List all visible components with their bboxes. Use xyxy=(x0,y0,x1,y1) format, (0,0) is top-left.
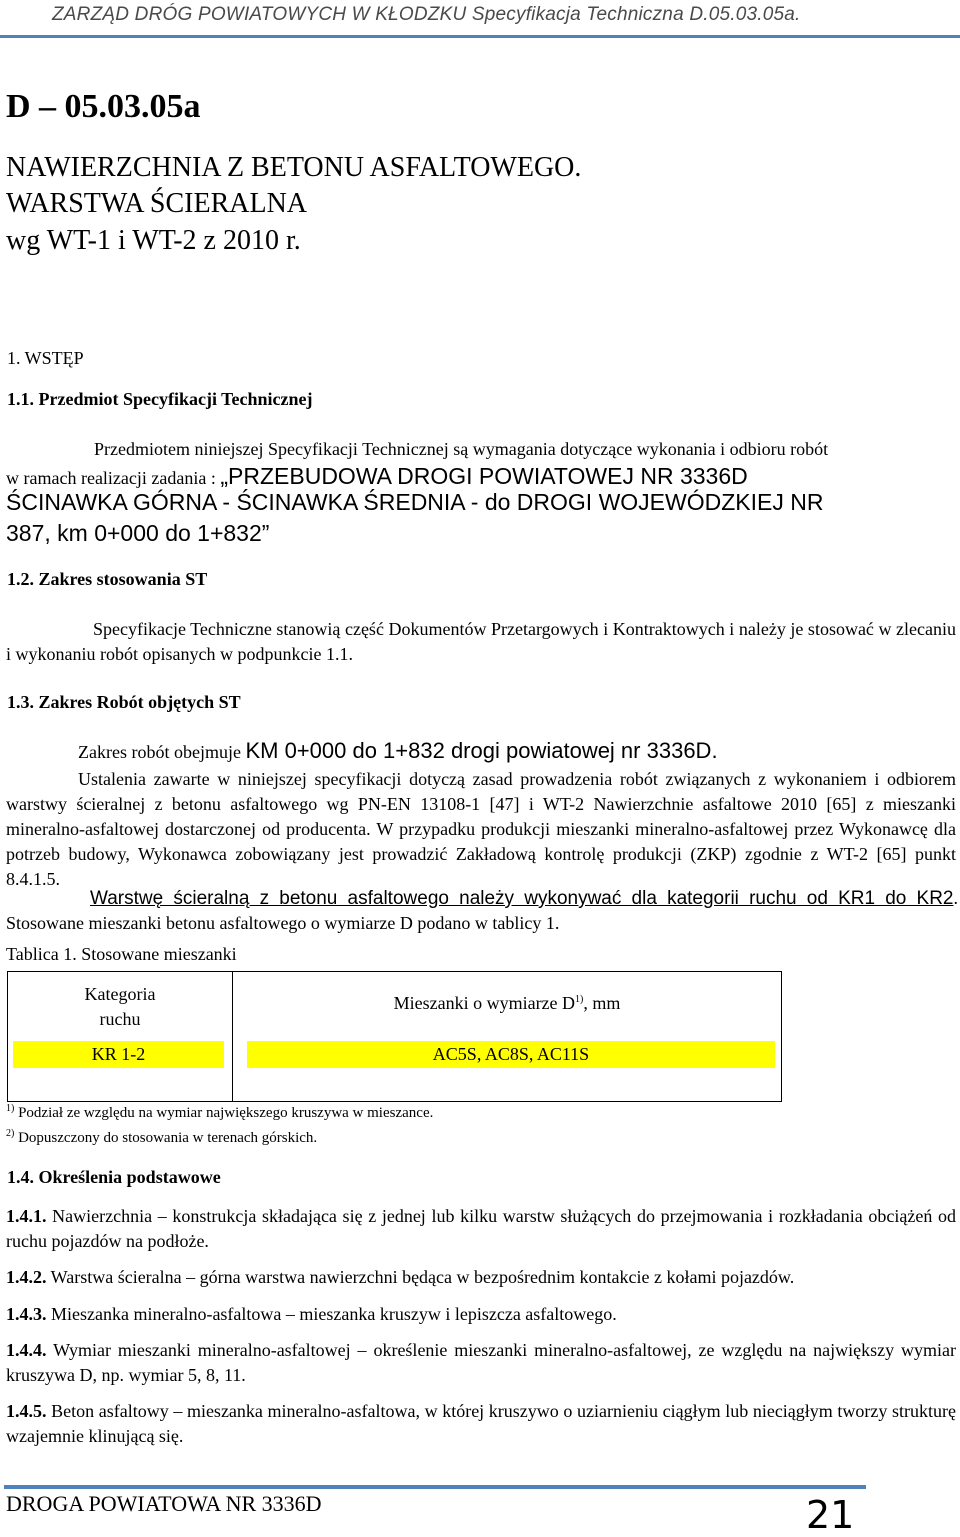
footnote-2: $^{2)}$ Dopuszczony do stosowania w terenach górskich. xyxy=(6,1128,318,1146)
table-header-mixes: Mieszanki o wymiarze $D^{1)}$, mm xyxy=(393,993,621,1013)
category-underlined: Warstwę ścieralną z betonu asfaltowego należy wykonywać dla kategorii ruchu od KR1 do KR2 xyxy=(90,888,954,909)
definition-1-4-2: 1.4.2. Warstwa ścieralna – górna warstwa nawierzchni będąca w bezpośrednim kontakcie z kołami pojazdów. xyxy=(6,1267,795,1287)
section-1-1-line1: Przedmiotem niniejszej Specyfikacji Technicznej są wymagania dotyczące wykonania i odbioru robót xyxy=(94,439,829,459)
page-number: 21 xyxy=(806,1493,855,1537)
table-header-category: Kategoria ruchu xyxy=(84,984,156,1029)
section-1-3-paragraph: Ustalenia zawarte w niniejszej specyfikacji dotyczą zasad prowadzenia robót związanych z wykonaniem i odbiorem warstwy ścieralnej z betonu asfaltowego wg PN-EN 13108-1 [47] i WT-2 Nawierzchnie asfaltowe 2010 [65] z mieszanki mineralno-asfaltowej dostarczonej od producenta. W przypadku produkcji mieszanki mineralno-asfaltowej przez Wykonawcę dla potrzeb budowy, Wykonawca zobowiązany jest prowadzić Zakładową kontrolę produkcji (ZKP) zgodnie z WT-2 [65] punkt 8.4.1.5. xyxy=(6,769,956,889)
task-name-line1: „PRZEBUDOWA DROGI POWIATOWEJ NR 3336D xyxy=(220,463,748,489)
running-header: ZARZĄD DRÓG POWIATOWYCH W KŁODZKU Specyfikacja Techniczna D.05.03.05a. xyxy=(52,4,801,25)
scope-line xyxy=(78,738,718,765)
document-title-line1: NAWIERZCHNIA Z BETONU ASFALTOWEGO. xyxy=(6,152,582,183)
task-name-line2: ŚCINAWKA GÓRNA - ŚCINAWKA ŚREDNIA - do DROGI WOJEWÓDZKIEJ NR xyxy=(6,489,824,515)
definition-1-4-3: 1.4.3. Mieszanka mineralno-asfaltowa – mieszanka kruszyw i lepiszcza asfaltowego. xyxy=(6,1304,617,1324)
section-1-heading: 1. WSTĘP xyxy=(7,348,84,368)
category-paragraph xyxy=(6,886,958,936)
section-1-1-heading: 1.1. Przedmiot Specyfikacji Technicznej xyxy=(7,389,313,409)
definition-1-4-5: 1.4.5. Beton asfaltowy – mieszanka mineralno-asfaltowa, w której kruszywo o uziarnieniu ciągłym lub nieciągłym tworzy strukturę wzajemnie klinującą się. xyxy=(6,1401,956,1446)
scope-prefix: Zakres robót obejmuje xyxy=(78,742,246,762)
footnote-1: $^{1)}$ Podział ze względu na wymiar największego kruszywa w mieszance. xyxy=(6,1103,434,1121)
table-caption: Tablica 1. Stosowane mieszanki xyxy=(6,944,237,964)
header-rule xyxy=(0,35,960,38)
table-cell-mixes: AC5S, AC8S, AC11S xyxy=(247,1041,775,1068)
document-title-line3: wg WT-1 i WT-2 z 2010 r. xyxy=(6,225,301,256)
scope-value: KM 0+000 do 1+832 drogi powiatowej nr 3336D. xyxy=(245,738,718,763)
task-prefix: w ramach realizacji zadania : xyxy=(6,468,221,488)
section-1-3-heading: 1.3. Zakres Robót objętych ST xyxy=(7,692,241,712)
section-1-2-heading: 1.2. Zakres stosowania ST xyxy=(7,569,208,589)
footer-rule xyxy=(4,1485,866,1489)
document-title-line2: WARSTWA ŚCIERALNA xyxy=(6,188,308,219)
footer-road-name: DROGA POWIATOWA NR 3336D xyxy=(6,1491,322,1516)
table-column-divider xyxy=(232,971,233,1102)
table-cell-category: KR 1-2 xyxy=(13,1041,224,1068)
category-after: . Stosowane mieszanki betonu asfaltowego o wymiarze D podano w tablicy 1. xyxy=(6,888,958,933)
definition-1-4-1: 1.4.1. Nawierzchnia – konstrukcja składająca się z jednej lub kilku warstw służących do przejmowania i rozkładania obciążeń od ruchu pojazdów na podłoże. xyxy=(6,1206,956,1251)
task-name-line3: 387, km 0+000 do 1+832” xyxy=(6,520,270,546)
section-1-4-heading: 1.4. Określenia podstawowe xyxy=(7,1167,221,1187)
section-1-2-text: Specyfikacje Techniczne stanowią część Dokumentów Przetargowych i Kontraktowych i należy je stosować w zlecaniu i wykonaniu robót opisanych w podpunkcie 1.1. xyxy=(6,619,956,664)
document-code: D – 05.03.05a xyxy=(6,88,201,125)
definition-1-4-4: 1.4.4. Wymiar mieszanki mineralno-asfaltowej – określenie mieszanki mineralno-asfaltowej, ze względu na największy wymiar kruszywa D, np. wymiar 5, 8, 11. xyxy=(6,1340,956,1385)
